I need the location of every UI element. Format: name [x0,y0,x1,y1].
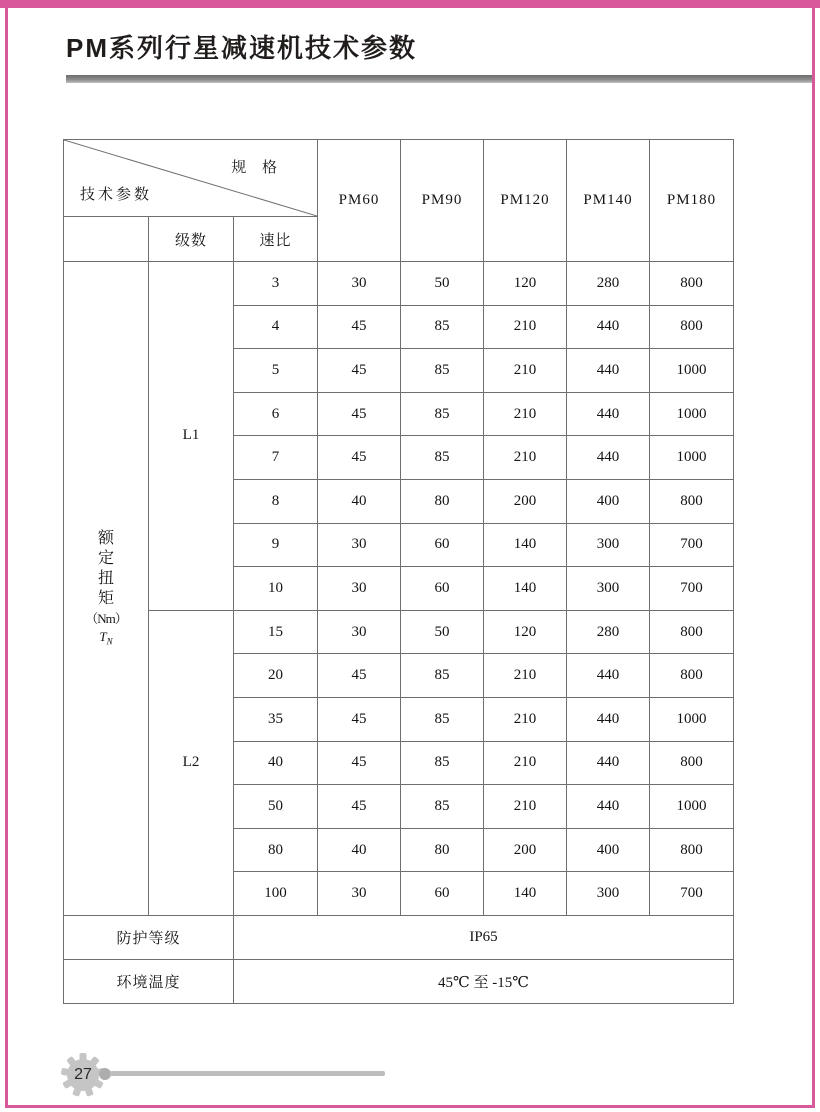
value-cell: 210 [484,305,567,349]
ratio-cell: 6 [234,392,318,436]
value-cell: 40 [318,828,401,872]
value-cell: 300 [567,523,650,567]
value-cell: 45 [318,392,401,436]
spec-table [63,139,734,1004]
value-cell: 50 [401,610,484,654]
torque-label: 额 定 扭 矩 （Nm） $T_N$ [85,529,127,647]
column-header-pm120: PM120 [484,140,567,262]
column-header-pm180: PM180 [650,140,734,262]
value-cell: 85 [401,392,484,436]
value-cell: 800 [650,479,734,523]
page-border-bottom [5,1105,815,1108]
value-cell: 120 [484,262,567,306]
page-border-top [0,0,820,8]
value-cell: 60 [401,523,484,567]
footer-row-value: IP65 [234,915,734,959]
value-cell: 800 [650,305,734,349]
value-cell: 85 [401,305,484,349]
value-cell: 60 [401,567,484,611]
value-cell: 1000 [650,785,734,829]
value-cell: 440 [567,697,650,741]
value-cell: 200 [484,479,567,523]
value-cell: 440 [567,436,650,480]
value-cell: 210 [484,785,567,829]
ratio-cell: 10 [234,567,318,611]
value-cell: 85 [401,697,484,741]
value-cell: 300 [567,872,650,916]
subheader-ratio: 速比 [234,217,318,262]
value-cell: 210 [484,436,567,480]
value-cell: 140 [484,872,567,916]
value-cell: 120 [484,610,567,654]
value-cell: 45 [318,741,401,785]
stage-cell-l1: L1 [149,262,234,611]
value-cell: 85 [401,654,484,698]
ratio-cell: 3 [234,262,318,306]
value-cell: 45 [318,785,401,829]
ratio-cell: 100 [234,872,318,916]
value-cell: 50 [401,262,484,306]
value-cell: 40 [318,479,401,523]
value-cell: 85 [401,785,484,829]
value-cell: 30 [318,872,401,916]
ratio-cell: 40 [234,741,318,785]
spec-table-body [64,140,734,1004]
value-cell: 440 [567,654,650,698]
page-border-right [812,8,815,1108]
corner-param-label: 技术参数 [80,187,153,203]
title-underline [66,75,812,83]
torque-label-cell [64,262,149,916]
value-cell: 800 [650,741,734,785]
value-cell: 210 [484,697,567,741]
value-cell: 210 [484,741,567,785]
value-cell: 300 [567,567,650,611]
page-title: PM系列行星减速机技术参数 [66,33,418,63]
ratio-cell: 9 [234,523,318,567]
torque-symbol: $T_N$ [99,629,113,647]
page-number: 27 [74,1066,92,1083]
value-cell: 700 [650,523,734,567]
footer-row-label: 环境温度 [64,959,234,1003]
value-cell: 30 [318,523,401,567]
value-cell: 140 [484,567,567,611]
value-cell: 80 [401,479,484,523]
value-cell: 800 [650,654,734,698]
ratio-cell: 20 [234,654,318,698]
value-cell: 440 [567,392,650,436]
column-header-pm60: PM60 [318,140,401,262]
ratio-cell: 4 [234,305,318,349]
value-cell: 1000 [650,392,734,436]
value-cell: 800 [650,262,734,306]
ratio-cell: 15 [234,610,318,654]
subheader-stage: 级数 [149,217,234,262]
value-cell: 700 [650,872,734,916]
torque-unit: （Nm） [85,610,127,626]
value-cell: 210 [484,392,567,436]
value-cell: 210 [484,349,567,393]
value-cell: 1000 [650,436,734,480]
value-cell: 85 [401,436,484,480]
diagonal-divider [64,140,317,216]
corner-spec-label: 规 格 [231,160,284,176]
value-cell: 80 [401,828,484,872]
page-border-left [5,8,8,1108]
ratio-cell: 80 [234,828,318,872]
ratio-cell: 5 [234,349,318,393]
value-cell: 280 [567,610,650,654]
stage-cell-l2: L2 [149,610,234,915]
value-cell: 45 [318,436,401,480]
footer-rule [110,1071,385,1076]
value-cell: 400 [567,479,650,523]
value-cell: 45 [318,654,401,698]
value-cell: 60 [401,872,484,916]
ratio-cell: 8 [234,479,318,523]
value-cell: 200 [484,828,567,872]
value-cell: 210 [484,654,567,698]
value-cell: 45 [318,349,401,393]
value-cell: 700 [650,567,734,611]
value-cell: 800 [650,828,734,872]
value-cell: 85 [401,741,484,785]
ratio-cell: 50 [234,785,318,829]
ratio-cell: 35 [234,697,318,741]
column-header-pm140: PM140 [567,140,650,262]
column-header-pm90: PM90 [401,140,484,262]
value-cell: 45 [318,305,401,349]
value-cell: 1000 [650,349,734,393]
value-cell: 400 [567,828,650,872]
value-cell: 440 [567,349,650,393]
subheader-blank-cell [64,217,149,262]
ratio-cell: 7 [234,436,318,480]
value-cell: 440 [567,741,650,785]
footer-row-label: 防护等级 [64,915,234,959]
value-cell: 85 [401,349,484,393]
value-cell: 800 [650,610,734,654]
value-cell: 45 [318,697,401,741]
value-cell: 440 [567,785,650,829]
footer-row-value: 45℃ 至 -15℃ [234,959,734,1003]
value-cell: 30 [318,610,401,654]
value-cell: 30 [318,262,401,306]
corner-cell [64,140,318,217]
value-cell: 440 [567,305,650,349]
value-cell: 280 [567,262,650,306]
value-cell: 1000 [650,697,734,741]
value-cell: 140 [484,523,567,567]
value-cell: 30 [318,567,401,611]
